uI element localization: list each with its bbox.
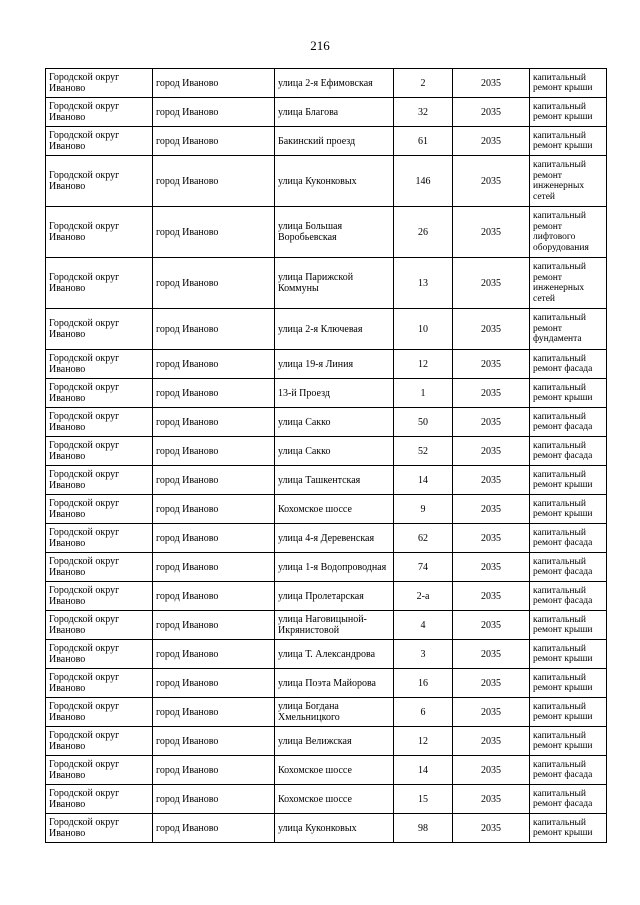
district-cell: Городской округ Иваново <box>46 127 153 156</box>
work-type-cell: капитальный ремонт лифтового оборудования <box>530 207 607 258</box>
street-cell: улица 2-я Ключевая <box>275 309 394 350</box>
work-type-cell: капитальный ремонт фасада <box>530 785 607 814</box>
house-number-cell: 4 <box>394 611 453 640</box>
city-cell: город Иваново <box>153 350 275 379</box>
street-cell: улица Велижская <box>275 727 394 756</box>
page-number: 216 <box>310 38 330 53</box>
year-cell: 2035 <box>453 379 530 408</box>
district-cell: Городской округ Иваново <box>46 785 153 814</box>
table-row <box>46 98 607 127</box>
house-number-cell: 3 <box>394 640 453 669</box>
street-cell: улица Сакко <box>275 437 394 466</box>
table-row <box>46 611 607 640</box>
table-row <box>46 466 607 495</box>
table-row <box>46 309 607 350</box>
street-cell: Кохомское шоссе <box>275 785 394 814</box>
year-cell: 2035 <box>453 258 530 309</box>
year-cell: 2035 <box>453 524 530 553</box>
house-number-cell: 146 <box>394 156 453 207</box>
work-type-cell: капитальный ремонт крыши <box>530 814 607 843</box>
district-cell: Городской округ Иваново <box>46 524 153 553</box>
work-type-cell: капитальный ремонт крыши <box>530 669 607 698</box>
year-cell: 2035 <box>453 466 530 495</box>
table-row <box>46 524 607 553</box>
city-cell: город Иваново <box>153 207 275 258</box>
city-cell: город Иваново <box>153 408 275 437</box>
table-row <box>46 669 607 698</box>
table-row <box>46 350 607 379</box>
city-cell: город Иваново <box>153 309 275 350</box>
work-type-cell: капитальный ремонт крыши <box>530 127 607 156</box>
table-body <box>46 69 607 843</box>
street-cell: улица 19-я Линия <box>275 350 394 379</box>
table-row <box>46 756 607 785</box>
table-row <box>46 814 607 843</box>
registry-table <box>45 68 607 843</box>
district-cell: Городской округ Иваново <box>46 379 153 408</box>
street-cell: улица Наговицыной-Икрянистовой <box>275 611 394 640</box>
year-cell: 2035 <box>453 640 530 669</box>
table-row <box>46 698 607 727</box>
house-number-cell: 74 <box>394 553 453 582</box>
house-number-cell: 9 <box>394 495 453 524</box>
city-cell: город Иваново <box>153 69 275 98</box>
house-number-cell: 13 <box>394 258 453 309</box>
city-cell: город Иваново <box>153 127 275 156</box>
house-number-cell: 50 <box>394 408 453 437</box>
year-cell: 2035 <box>453 127 530 156</box>
table-row <box>46 207 607 258</box>
table-row <box>46 640 607 669</box>
city-cell: город Иваново <box>153 495 275 524</box>
year-cell: 2035 <box>453 756 530 785</box>
house-number-cell: 62 <box>394 524 453 553</box>
city-cell: город Иваново <box>153 98 275 127</box>
work-type-cell: капитальный ремонт фасада <box>530 582 607 611</box>
year-cell: 2035 <box>453 553 530 582</box>
work-type-cell: капитальный ремонт крыши <box>530 69 607 98</box>
district-cell: Городской округ Иваново <box>46 156 153 207</box>
street-cell: улица 1-я Водопроводная <box>275 553 394 582</box>
district-cell: Городской округ Иваново <box>46 69 153 98</box>
district-cell: Городской округ Иваново <box>46 756 153 785</box>
year-cell: 2035 <box>453 727 530 756</box>
street-cell: улица 2-я Ефимовская <box>275 69 394 98</box>
table-row <box>46 258 607 309</box>
house-number-cell: 12 <box>394 727 453 756</box>
year-cell: 2035 <box>453 350 530 379</box>
house-number-cell: 15 <box>394 785 453 814</box>
table-row <box>46 408 607 437</box>
year-cell: 2035 <box>453 207 530 258</box>
district-cell: Городской округ Иваново <box>46 466 153 495</box>
house-number-cell: 12 <box>394 350 453 379</box>
street-cell: улица Куконковых <box>275 814 394 843</box>
city-cell: город Иваново <box>153 698 275 727</box>
year-cell: 2035 <box>453 785 530 814</box>
street-cell: улица Поэта Майорова <box>275 669 394 698</box>
street-cell: улица Куконковых <box>275 156 394 207</box>
district-cell: Городской округ Иваново <box>46 495 153 524</box>
work-type-cell: капитальный ремонт фасада <box>530 408 607 437</box>
house-number-cell: 2-а <box>394 582 453 611</box>
street-cell: Кохомское шоссе <box>275 495 394 524</box>
district-cell: Городской округ Иваново <box>46 582 153 611</box>
district-cell: Городской округ Иваново <box>46 258 153 309</box>
street-cell: улица Пролетарская <box>275 582 394 611</box>
street-cell: Бакинский проезд <box>275 127 394 156</box>
work-type-cell: капитальный ремонт фасада <box>530 350 607 379</box>
street-cell: улица Богдана Хмельницкого <box>275 698 394 727</box>
table-row <box>46 127 607 156</box>
district-cell: Городской округ Иваново <box>46 553 153 582</box>
street-cell: улица Парижской Коммуны <box>275 258 394 309</box>
house-number-cell: 16 <box>394 669 453 698</box>
district-cell: Городской округ Иваново <box>46 698 153 727</box>
work-type-cell: капитальный ремонт крыши <box>530 698 607 727</box>
house-number-cell: 6 <box>394 698 453 727</box>
year-cell: 2035 <box>453 611 530 640</box>
work-type-cell: капитальный ремонт крыши <box>530 727 607 756</box>
street-cell: улица Благова <box>275 98 394 127</box>
house-number-cell: 32 <box>394 98 453 127</box>
house-number-cell: 2 <box>394 69 453 98</box>
table-row <box>46 495 607 524</box>
city-cell: город Иваново <box>153 466 275 495</box>
table-row <box>46 379 607 408</box>
district-cell: Городской округ Иваново <box>46 727 153 756</box>
year-cell: 2035 <box>453 582 530 611</box>
district-cell: Городской округ Иваново <box>46 640 153 669</box>
year-cell: 2035 <box>453 98 530 127</box>
table-row <box>46 582 607 611</box>
house-number-cell: 98 <box>394 814 453 843</box>
year-cell: 2035 <box>453 69 530 98</box>
city-cell: город Иваново <box>153 756 275 785</box>
year-cell: 2035 <box>453 408 530 437</box>
house-number-cell: 10 <box>394 309 453 350</box>
work-type-cell: капитальный ремонт крыши <box>530 640 607 669</box>
city-cell: город Иваново <box>153 814 275 843</box>
house-number-cell: 61 <box>394 127 453 156</box>
street-cell: улица Т. Александрова <box>275 640 394 669</box>
city-cell: город Иваново <box>153 669 275 698</box>
work-type-cell: капитальный ремонт фундамента <box>530 309 607 350</box>
street-cell: улица Большая Воробьевская <box>275 207 394 258</box>
table-row <box>46 785 607 814</box>
work-type-cell: капитальный ремонт фасада <box>530 524 607 553</box>
house-number-cell: 14 <box>394 466 453 495</box>
city-cell: город Иваново <box>153 640 275 669</box>
street-cell: 13-й Проезд <box>275 379 394 408</box>
district-cell: Городской округ Иваново <box>46 611 153 640</box>
district-cell: Городской округ Иваново <box>46 669 153 698</box>
house-number-cell: 1 <box>394 379 453 408</box>
district-cell: Городской округ Иваново <box>46 814 153 843</box>
district-cell: Городской округ Иваново <box>46 408 153 437</box>
work-type-cell: капитальный ремонт крыши <box>530 495 607 524</box>
table-row <box>46 437 607 466</box>
work-type-cell: капитальный ремонт фасада <box>530 437 607 466</box>
city-cell: город Иваново <box>153 379 275 408</box>
city-cell: город Иваново <box>153 611 275 640</box>
work-type-cell: капитальный ремонт крыши <box>530 466 607 495</box>
city-cell: город Иваново <box>153 785 275 814</box>
table-row <box>46 156 607 207</box>
street-cell: улица Сакко <box>275 408 394 437</box>
year-cell: 2035 <box>453 309 530 350</box>
year-cell: 2035 <box>453 669 530 698</box>
work-type-cell: капитальный ремонт крыши <box>530 379 607 408</box>
table-row <box>46 69 607 98</box>
year-cell: 2035 <box>453 814 530 843</box>
city-cell: город Иваново <box>153 553 275 582</box>
street-cell: улица Ташкентская <box>275 466 394 495</box>
house-number-cell: 14 <box>394 756 453 785</box>
table-row <box>46 553 607 582</box>
district-cell: Городской округ Иваново <box>46 207 153 258</box>
year-cell: 2035 <box>453 156 530 207</box>
district-cell: Городской округ Иваново <box>46 437 153 466</box>
city-cell: город Иваново <box>153 582 275 611</box>
city-cell: город Иваново <box>153 727 275 756</box>
work-type-cell: капитальный ремонт фасада <box>530 553 607 582</box>
work-type-cell: капитальный ремонт инженерных сетей <box>530 156 607 207</box>
year-cell: 2035 <box>453 698 530 727</box>
year-cell: 2035 <box>453 495 530 524</box>
street-cell: улица 4-я Деревенская <box>275 524 394 553</box>
house-number-cell: 52 <box>394 437 453 466</box>
work-type-cell: капитальный ремонт крыши <box>530 611 607 640</box>
district-cell: Городской округ Иваново <box>46 98 153 127</box>
district-cell: Городской округ Иваново <box>46 350 153 379</box>
district-cell: Городской округ Иваново <box>46 309 153 350</box>
work-type-cell: капитальный ремонт крыши <box>530 98 607 127</box>
house-number-cell: 26 <box>394 207 453 258</box>
city-cell: город Иваново <box>153 524 275 553</box>
work-type-cell: капитальный ремонт фасада <box>530 756 607 785</box>
city-cell: город Иваново <box>153 156 275 207</box>
work-type-cell: капитальный ремонт инженерных сетей <box>530 258 607 309</box>
city-cell: город Иваново <box>153 258 275 309</box>
street-cell: Кохомское шоссе <box>275 756 394 785</box>
city-cell: город Иваново <box>153 437 275 466</box>
year-cell: 2035 <box>453 437 530 466</box>
table-row <box>46 727 607 756</box>
